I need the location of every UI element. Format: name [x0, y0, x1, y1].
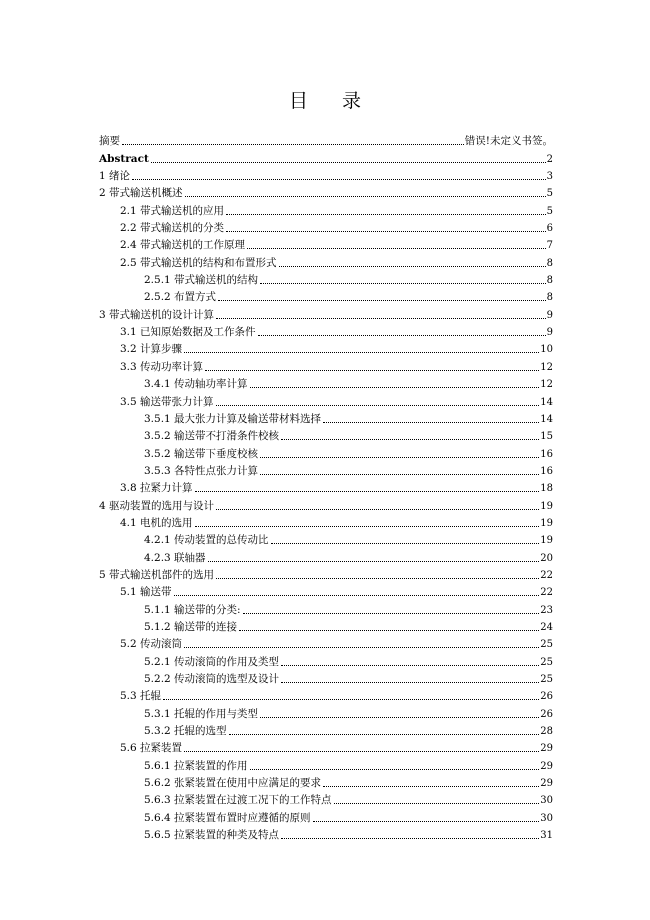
toc-entry-page-number: 9 — [546, 309, 553, 321]
toc-entry[interactable] — [99, 426, 553, 443]
toc-entry-page-number: 30 — [540, 795, 553, 807]
toc-entry-page-number: 25 — [540, 674, 553, 685]
toc-entry-label: 4.1 电机的选用 — [120, 516, 193, 529]
toc-entry-page-number: 22 — [540, 587, 553, 599]
toc-entry-page-number: 25 — [540, 639, 553, 651]
toc-entry[interactable] — [99, 634, 553, 651]
toc-entry[interactable] — [99, 755, 553, 772]
toc-entry[interactable] — [99, 270, 553, 287]
toc-entry[interactable] — [99, 148, 553, 165]
toc-entry-page-number: 5 — [546, 205, 553, 217]
toc-entry-label: 1 绪论 — [99, 170, 131, 183]
toc-entry[interactable] — [99, 651, 553, 668]
toc-dot-leader — [205, 370, 539, 371]
toc-entry[interactable] — [99, 304, 553, 321]
toc-dot-leader — [151, 162, 546, 163]
toc-entry-page-number: 14 — [540, 396, 553, 408]
toc-entry-label: 5.2.2 传动滚筒的选型及设计 — [144, 673, 280, 685]
toc-dot-leader — [260, 457, 539, 458]
toc-entry-label: 5 带式输送机部件的选用 — [99, 568, 215, 581]
toc-entry[interactable] — [99, 461, 553, 478]
toc-entry-page-number: 22 — [540, 569, 553, 581]
toc-dot-leader — [250, 769, 540, 770]
toc-entry-label: 5.6.5 拉紧装置的种类及特点 — [144, 829, 280, 842]
toc-dot-leader — [132, 179, 546, 180]
toc-entry-page-number: 29 — [540, 760, 553, 772]
toc-entry[interactable] — [99, 131, 553, 148]
toc-entry[interactable] — [99, 530, 553, 547]
toc-entry-label: Abstract — [99, 152, 149, 165]
toc-entry-label: 4.2.1 传动装置的总传动比 — [144, 534, 269, 547]
toc-dot-leader — [216, 509, 539, 510]
toc-dot-leader — [184, 751, 539, 752]
toc-entry-page-number: 8 — [546, 257, 553, 269]
toc-entry[interactable] — [99, 200, 553, 217]
toc-entry[interactable] — [99, 183, 553, 200]
toc-dot-leader — [334, 803, 540, 804]
toc-entry[interactable] — [99, 252, 553, 269]
toc-entry-page-number: 12 — [540, 379, 553, 391]
toc-dot-leader — [260, 283, 546, 284]
toc-entry-page-number: 16 — [540, 448, 553, 460]
toc-entry-page-number: 2 — [546, 153, 553, 165]
toc-entry[interactable] — [99, 409, 553, 426]
toc-entry-label: 3.8 拉紧力计算 — [120, 482, 193, 495]
toc-dot-leader — [216, 318, 546, 319]
toc-dot-leader — [281, 665, 539, 666]
toc-entry-page-number: 30 — [540, 812, 553, 824]
toc-entry-label: 3.5 输送带张力计算 — [120, 395, 214, 408]
toc-entry-page-number: 26 — [540, 708, 553, 720]
toc-dot-leader — [281, 439, 539, 440]
toc-dot-leader — [226, 214, 546, 215]
toc-entry[interactable] — [99, 825, 553, 842]
toc-entry[interactable] — [99, 617, 553, 634]
toc-entry-label: 2.2 带式输送机的分类 — [120, 222, 225, 235]
toc-entry[interactable] — [99, 218, 553, 235]
toc-entry-page-number: 23 — [540, 604, 553, 616]
toc-entry-label: 5.3 托辊 — [120, 690, 162, 703]
toc-dot-leader — [216, 578, 539, 579]
toc-entry-page-number: 24 — [540, 621, 553, 633]
toc-entry[interactable] — [99, 235, 553, 252]
toc-dot-leader — [184, 352, 539, 353]
toc-entry-page-number: 错误!未定义书签。 — [464, 135, 553, 148]
toc-entry[interactable] — [99, 582, 553, 599]
toc-dot-leader — [247, 248, 546, 249]
toc-entry[interactable] — [99, 599, 553, 616]
toc-dot-leader — [184, 647, 539, 648]
toc-entry-label: 3.2 计算步骤 — [120, 343, 183, 356]
toc-entry-label: 5.6.1 拉紧装置的作用 — [144, 759, 248, 772]
toc-entry-label: 5.1 输送带 — [120, 586, 172, 599]
toc-entry-label: 4 驱动装置的选用与设计 — [99, 499, 215, 512]
toc-entry[interactable] — [99, 478, 553, 495]
toc-entry-label: 3.5.3 各特性点张力计算 — [144, 464, 259, 477]
toc-entry-label: 2.4 带式输送机的工作原理 — [120, 239, 246, 252]
toc-dot-leader — [279, 266, 546, 267]
toc-entry-label: 3.1 已知原始数据及工作条件 — [120, 326, 256, 339]
toc-dot-leader — [208, 561, 540, 562]
toc-entry-page-number: 19 — [540, 535, 553, 547]
toc-dot-leader — [195, 491, 540, 492]
toc-dot-leader — [239, 630, 539, 631]
toc-entry[interactable] — [99, 773, 553, 790]
toc-entry-page-number: 20 — [540, 552, 553, 564]
toc-dot-leader — [323, 786, 539, 787]
toc-dot-leader — [185, 196, 546, 197]
toc-entry-label: 5.1.1 输送带的分类: — [144, 603, 241, 616]
toc-entry[interactable] — [99, 391, 553, 408]
toc-entry-label: 2.5.1 带式输送机的结构 — [144, 274, 259, 287]
toc-entry-page-number: 7 — [546, 240, 553, 252]
toc-entry-page-number: 25 — [540, 656, 553, 668]
toc-entry-label: 3 带式输送机的设计计算 — [99, 308, 215, 321]
toc-dot-leader — [258, 335, 546, 336]
toc-entry[interactable] — [99, 686, 553, 703]
toc-dot-leader — [122, 144, 464, 145]
toc-entry-label: 5.3.2 托辊的选型 — [144, 725, 227, 738]
toc-entry-page-number: 6 — [546, 223, 553, 235]
toc-entry-page-number: 18 — [540, 483, 553, 495]
toc-entry[interactable] — [99, 374, 553, 391]
toc-entry-page-number: 9 — [546, 327, 553, 339]
toc-entry-page-number: 5 — [546, 188, 553, 200]
toc-entry-label: 5.6.3 拉紧装置在过渡工况下的工作特点 — [144, 794, 332, 807]
toc-entry[interactable] — [99, 565, 553, 582]
toc-entry-page-number: 3 — [546, 171, 553, 183]
toc-entry-page-number: 31 — [540, 830, 553, 842]
toc-entry-page-number: 16 — [540, 465, 553, 477]
toc-dot-leader — [260, 474, 539, 475]
toc-entry[interactable] — [99, 287, 553, 304]
toc-entry-label: 4.2.3 联轴器 — [144, 551, 206, 564]
toc-dot-leader — [163, 699, 539, 700]
toc-dot-leader — [281, 838, 539, 839]
toc-entry-label: 5.1.2 输送带的连接 — [144, 620, 238, 633]
toc-entry-label: 5.2 传动滚筒 — [120, 638, 183, 651]
toc-dot-leader — [226, 231, 546, 232]
toc-entry-label: 2.1 带式输送机的应用 — [120, 204, 225, 217]
toc-entry-page-number: 14 — [540, 413, 553, 425]
toc-entry[interactable] — [99, 807, 553, 824]
toc-entry[interactable] — [99, 495, 553, 512]
toc-entry-label: 2.5 带式输送机的结构和布置形式 — [120, 256, 277, 269]
toc-entry[interactable] — [99, 443, 553, 460]
toc-entry-label: 5.6.2 张紧装置在使用中应满足的要求 — [144, 777, 322, 790]
toc-entry-page-number: 10 — [540, 344, 553, 356]
toc-dot-leader — [243, 613, 540, 614]
toc-entry[interactable] — [99, 669, 553, 686]
toc-entry-label: 5.2.1 传动滚筒的作用及类型 — [144, 655, 280, 668]
toc-entry-page-number: 8 — [546, 292, 553, 304]
toc-entry[interactable] — [99, 790, 553, 807]
toc-entry-page-number: 29 — [540, 778, 553, 790]
toc-dot-leader — [313, 821, 540, 822]
toc-entry-label: 3.5.2 输送带不打滑条件校核 — [144, 430, 280, 443]
toc-dot-leader — [216, 405, 540, 406]
toc-entry[interactable] — [99, 166, 553, 183]
toc-dot-leader — [323, 422, 539, 423]
toc-entry[interactable] — [99, 703, 553, 720]
toc-entry-label: 5.3.1 托辊的作用与类型 — [144, 707, 259, 720]
toc-dot-leader — [260, 717, 539, 718]
toc-entry-label: 5.6.4 拉紧装置布置时应遵循的原则 — [144, 811, 311, 824]
toc-entry-page-number: 15 — [540, 431, 553, 443]
toc-dot-leader — [218, 300, 546, 301]
toc-entry-label: 2.5.2 布置方式 — [144, 291, 217, 304]
toc-entry[interactable] — [99, 322, 553, 339]
toc-entry[interactable] — [99, 721, 553, 738]
toc-entry-page-number: 12 — [540, 361, 553, 373]
page-title: 目 录 — [288, 90, 376, 112]
toc-entry-label: 3.5.1 最大张力计算及输送带材料选择 — [144, 412, 322, 425]
toc-entry-page-number: 19 — [540, 500, 553, 512]
toc-entry[interactable] — [99, 339, 553, 356]
toc-entry-page-number: 28 — [540, 726, 553, 738]
toc-dot-leader — [271, 543, 540, 544]
toc-entry-page-number: 19 — [540, 517, 553, 529]
toc-entry-label: 3.4.1 传动轴功率计算 — [144, 378, 248, 391]
toc-entry[interactable] — [99, 513, 553, 530]
toc-dot-leader — [229, 734, 540, 735]
toc-dot-leader — [174, 595, 540, 596]
toc-entry[interactable] — [99, 356, 553, 373]
toc-dot-leader — [250, 387, 540, 388]
toc-dot-leader — [281, 682, 539, 683]
table-of-contents — [99, 131, 553, 842]
toc-entry-page-number: 26 — [540, 691, 553, 703]
toc-dot-leader — [195, 526, 540, 527]
toc-entry-label: 3.5.2 输送带下垂度校核 — [144, 447, 259, 460]
toc-entry-label: 2 带式输送机概述 — [99, 187, 183, 200]
toc-entry-label: 5.6 拉紧装置 — [120, 742, 183, 755]
toc-entry[interactable] — [99, 738, 553, 755]
toc-entry[interactable] — [99, 547, 553, 564]
toc-entry-page-number: 8 — [546, 275, 553, 287]
toc-entry-label: 摘要 — [99, 135, 120, 148]
toc-entry-label: 3.3 传动功率计算 — [120, 360, 204, 373]
toc-entry-page-number: 29 — [540, 743, 553, 755]
